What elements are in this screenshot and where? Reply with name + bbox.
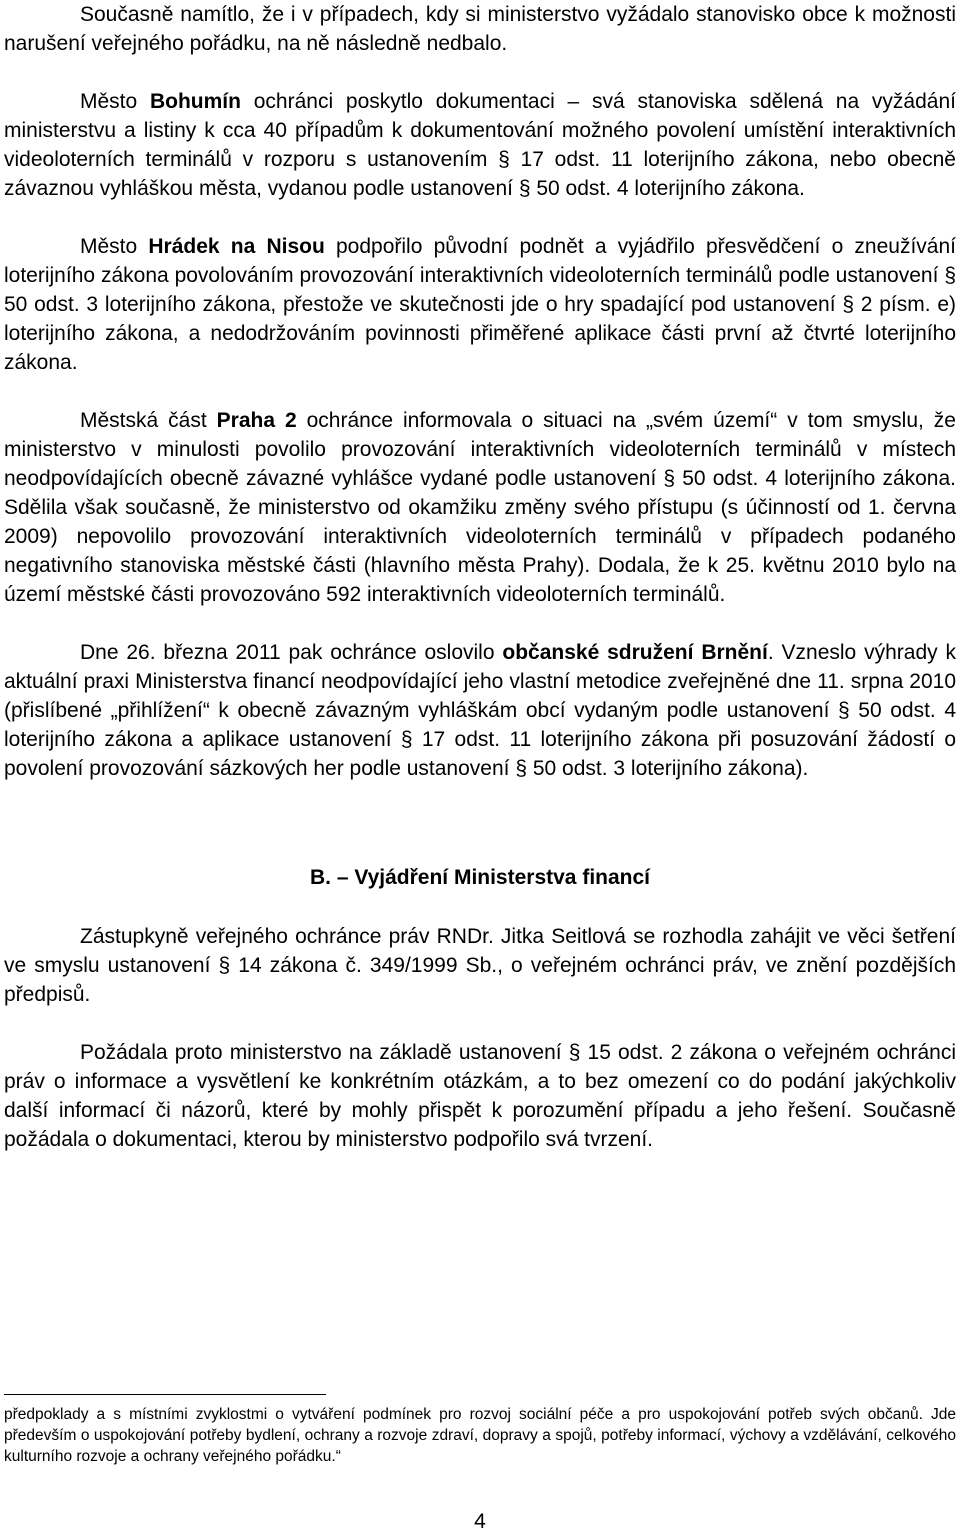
text-run: ochránci poskytlo dokumentaci – svá stanoviska sdělená na vyžádání ministerstvu a listiny k cca 40 případům k dokumentování možného povolení umístění interaktivních videoloterních terminálů v rozporu s ustanovením § 17 odst. 11 loterijního zákona, nebo obecně závaznou vyhláškou města, vydanou podle ustanovení § 50 odst. 4 loterijního zákona. (4, 90, 956, 200)
text-run: . Vzneslo výhrady k aktuální praxi Ministerstva financí neodpovídající jeho vlastní metodice zveřejněné dne 11. srpna 2010 (přislíbené „přihlížení“ k obecně závazným vyhláškám obcí vydaným podle ustanovení § 50 odst. 4 loterijního zákona a aplikace ustanovení § 17 odst. 11 loterijního zákona při posuzování žádostí o povolení provozování sázkových her podle ustanovení § 50 odst. 3 loterijního zákona). (4, 641, 956, 780)
footnote-divider (4, 1394, 326, 1395)
text-run: Městská část (80, 409, 217, 432)
document-page (4, 0, 956, 1154)
paragraph (4, 922, 956, 1009)
page-number: 4 (474, 1510, 486, 1533)
bold-text: občanské sdružení Brnění (502, 641, 768, 664)
paragraph (4, 87, 956, 203)
text-run: Zástupkyně veřejného ochránce práv RNDr. Jitka Seitlová se rozhodla zahájit ve věci šetření ve smyslu ustanovení § 14 zákona č. 349/1999 Sb., o veřejném ochránci práv, ve znění pozdějších předpisů. (4, 925, 956, 1006)
text-run: Město (80, 90, 150, 113)
paragraph (4, 232, 956, 377)
paragraph (4, 1038, 956, 1154)
bold-text: Hrádek na Nisou (148, 235, 325, 258)
text-run: Dne 26. března 2011 pak ochránce oslovilo (80, 641, 503, 664)
paragraph (4, 638, 956, 783)
bold-text: Bohumín (149, 90, 241, 113)
text-run: Požádala proto ministerstvo na základě ustanovení § 15 odst. 2 zákona o veřejném ochránci práv o informace a vysvětlení ke konkrétním otázkám, a to bez omezení co do podání jakýchkoliv další informací či názorů, které by mohly přispět k porozumění případu a jeho řešení. Současně požádala o dokumentaci, kterou by ministerstvo podpořilo svá tvrzení. (4, 1041, 956, 1151)
footnote-text: předpoklady a s místními zvyklostmi o vytváření podmínek pro rozvoj sociální péče a pro uspokojování potřeb svých občanů. Jde především o uspokojování potřeby bydlení, ochrany a rozvoje zdraví, dopravy a spojů, potřeby informací, výchovy a vzdělávání, celkového kulturního rozvoje a ochrany veřejného pořádku.“ (4, 1406, 956, 1465)
text-run: podpořilo původní podnět a vyjádřilo přesvědčení o zneužívání loterijního zákona povolováním provozování interaktivních videoloterních terminálů podle ustanovení § 50 odst. 3 loterijního zákona, přestože ve skutečnosti jde o hry spadající pod ustanovení § 2 písm. e) loterijního zákona, a nedodržováním povinnosti přiměřené aplikace části první až čtvrté loterijního zákona. (4, 235, 956, 374)
section-heading: B. – Vyjádření Ministerstva financí (310, 866, 650, 889)
paragraph (4, 0, 956, 58)
bold-text: Praha 2 (216, 409, 297, 432)
text-run: ochránce informovala o situaci na „svém území“ v tom smyslu, že ministerstvo v minulosti povolilo provozování interaktivních videoloterních terminálů v místech neodpovídajících obecně závazné vyhlášce vydané podle ustanovení § 50 odst. 4 loterijního zákona. Sdělila však současně, že ministerstvo od okamžiku změny svého přístupu (s účinností od 1. června 2009) nepovolilo provozování interaktivních videoloterních terminálů v případech podaného negativního stanoviska městské části (hlavního města Prahy). Dodala, že k 25. květnu 2010 bylo na území městské části provozováno 592 interaktivních videoloterních terminálů. (4, 409, 956, 606)
paragraph (4, 406, 956, 609)
text-run: Město (80, 235, 149, 258)
text-run: Současně namítlo, že i v případech, kdy si ministerstvo vyžádalo stanovisko obce k možnosti narušení veřejného pořádku, na ně následně nedbalo. (4, 3, 956, 55)
